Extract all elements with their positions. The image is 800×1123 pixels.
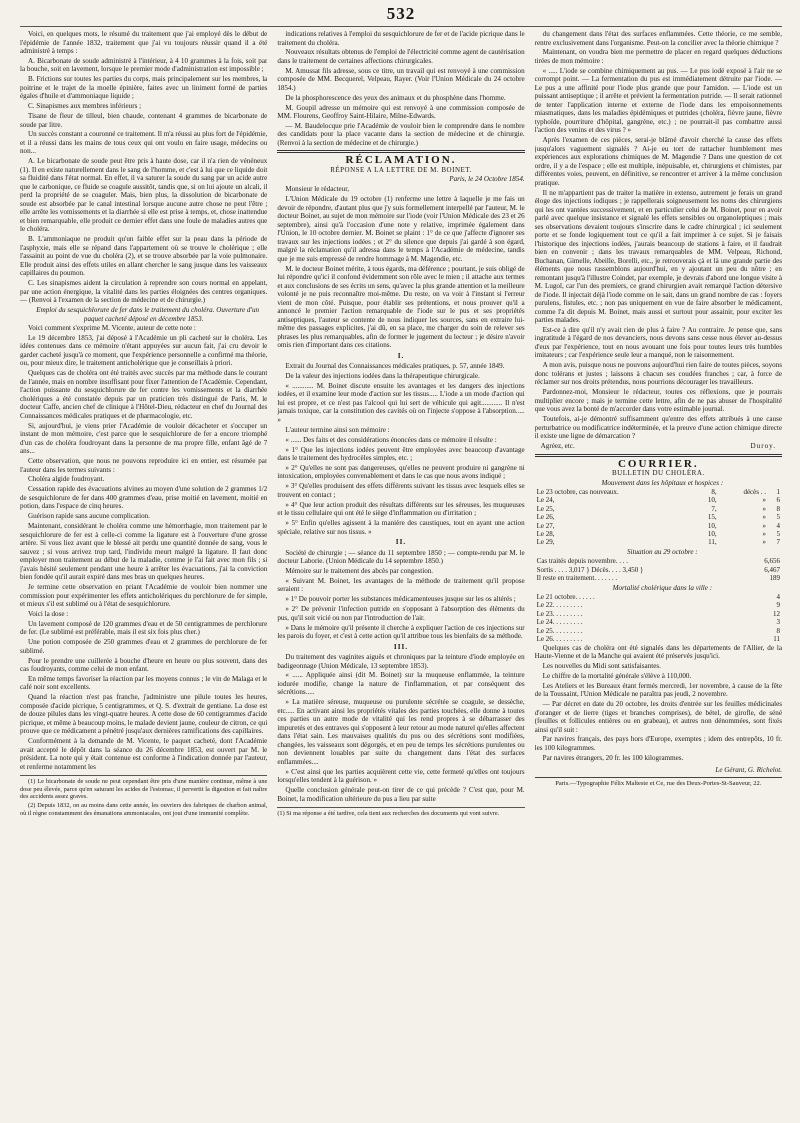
table-cell: » xyxy=(762,504,766,513)
paragraph: Choléra algide foudroyant. xyxy=(28,475,105,484)
column-3 xyxy=(535,30,782,1090)
table-row xyxy=(535,574,782,582)
table-row xyxy=(535,627,782,635)
table-row xyxy=(535,488,782,496)
paragraph: du changement dans l'état des surfaces enflammées. Cette théorie, ce me semble, rentre exclusivement dans l'organisme. Peut-on la concilier avec la théorie chimique ? xyxy=(534,30,782,47)
table-cell: 4 xyxy=(776,593,780,602)
table-cell: Le 25. . . . . . . . . xyxy=(536,626,583,635)
paragraph: « ...... Appliquée ainsi (dit M. Boinet) sur la muqueuse enflammée, la teinture iodurée modifie, change la nature de l'inflammation, et par conséquent des sécrétions..... xyxy=(277,671,525,697)
paragraph: Le chiffre de la mortalité générale s'élève à 110,000. xyxy=(542,671,692,680)
signature-closing: Agréez, etc. xyxy=(540,442,575,451)
paragraph: Les Ateliers et les Bureaux étant fermés mercredi, 1er novembre, à cause de la fête de la Toussaint, l'Union Médicale ne paraîtra pas jeudi, 2 novembre. xyxy=(534,681,782,699)
paragraph: indications relatives à l'emploi du sesquichlorure de fer et de l'acide picrique dans le traitement du choléra. xyxy=(277,30,525,47)
paragraph: Société de chirurgie ; — séance du 11 septembre 1850 ; — compte-rendu par M. le docteur Laborie. (Union Médicale du 14 septembre 1850.) xyxy=(277,548,525,566)
c2c-paragraphs xyxy=(277,362,524,536)
reclamation-salute: Monsieur le rédacteur, xyxy=(285,185,350,194)
c1-paragraphs xyxy=(20,30,267,305)
c2b-paragraphs xyxy=(277,195,524,349)
paragraph: De la phosphorescence des yeux des animaux et du phosphène dans l'homme. xyxy=(285,93,506,102)
paragraph: Extrait du Journal des Connaissances médicales pratiques, p. 57, année 1849. xyxy=(285,362,505,371)
paragraph: Cette observation, que nous ne pouvons reproduire ici en entier, est résumée par l'auteur dans les termes suivants : xyxy=(20,457,268,474)
paragraph: C. Les sinapismes aident la circulation à reprendre son cours normal en appelant, par une action énergique, la vitalité dans les parties éloignées des centres organiques. — (Renvoi à l'examen de la section de médecine et de chirurgie.) xyxy=(20,279,268,305)
paragraph: — M. Baudelocque prie l'Académie de vouloir bien le comprendre dans le nombre des candidats pour la place vacante dans la section de médecine et de chirurgie. (Renvoi à la section de médecine et de chirurgie.) xyxy=(277,121,525,147)
paragraph: Il ne m'appartient pas de traiter la matière in extenso, autrement je ferais un grand éloge des injections iodiques ; je rappellerais soigneusement les noms des chirurgiens qui les ont vantées successivement, et en particulier celui de M. Boinet, pour en avoir parlé avec quelque insistance et signalé les effets sensibles ou organoleptiques ; mais ses observations devaient toujours s'inscrire dans le cadre chirurgical ; ici seulement porte et se fonde logiquement tout ce qu'il a fait imprimer à ce sujet. Si je faisais l'historique des injections iodées, j'aurais beaucoup de stations à faire, et il faudrait bien en convenir ; dans les travaux remarquables de MM. Velpeau, Richond, Buchanan, Gimelle, Abeille, Borelli, etc., je retrouverais çà et là une grande partie des éléments que nous rassemblons aujourd'hui, en y ajoutant un peu du nôtre ; en remontant jusqu'à l'illustre Coindet, par exemple, je devrais d'abord une longue visite à M. Lugol, car l'un des premiers, ce grand chirurgien avait remarqué l'action détersive de l'iode. Il injectait déjà l'iode comme on le sait, dans un grand nombre de cas : foyers purulens, fistules, etc. ; non pas uniquement en vue de faire absorber le médicament, comme l'a dit depuis M. Boinet, mais aussi et surtout pour assainir, pour exciter les parties malades. xyxy=(534,188,782,325)
table-cell: » xyxy=(762,521,766,530)
paragraph: Est-ce à dire qu'il n'y avait rien de plus à faire ? Au contraire. Je pense que, sans ingratitude à l'égard de nos devanciers, nous devons sans cesse nous élever au-dessus d'eux par l'expérience, tout en nous avouant une fois pour toutes leurs très humbles imitateurs ; car l'expérience seule leur a manqué, non le raisonnement. xyxy=(534,325,782,360)
paragraph: (1) Le bicarbonate de soude ne peut cependant être pris d'une manière continue, même à une dose peu élevée, parce qu'en saturant les acides de l'estomac, il pervertit la digestion et fait naître des accidents assez graves. xyxy=(20,778,268,801)
c2a-paragraphs xyxy=(277,30,524,147)
table-cell: 8, xyxy=(711,488,717,497)
paragraph: M. Goupil adresse un mémoire qui est renvoyé à une commission composée de MM. Flourens, Geoffroy Saint-Hilaire, Milne-Edwards. xyxy=(277,103,525,121)
c2d-paragraphs xyxy=(277,549,524,641)
paragraph: Maintenant, on voudra bien me permettre de placer en regard quelques déductions tirées de mon mémoire : xyxy=(534,48,782,65)
table-cell: 15, xyxy=(707,513,717,522)
table-cell: Le 28, xyxy=(536,530,555,539)
section-iii-title: III. xyxy=(393,642,409,651)
gerant-line: Le Gérant, G. Richelot. xyxy=(535,766,782,778)
table-cell: 5 xyxy=(776,530,780,539)
paragraph: Nouveaux résultats obtenus de l'emploi de l'électricité comme agent de cautérisation dans le traitement de certaines affections chirurgicales. xyxy=(277,48,525,65)
paragraph: Après l'examen de ces pièces, serai-je blâmé d'avoir cherché la cause des effets jusqu'alors vaguement signalés ? Ai-je eu tort de rattacher humblement mes expériences aux explorations chimiques de M. Magendie ? Dans une question de cet ordre, il y a de l'espace ; elle est multiple, inépuisable, et, chirurgiens et chimistes, par différentes voies, peuvent, en définitive, se rencontrer et arriver à la même conclusion pratique. xyxy=(534,136,782,187)
paragraph: Voici la dose : xyxy=(28,609,69,618)
c3a-paragraphs xyxy=(535,30,782,441)
paragraph: L'Union Médicale du 19 octobre (1) renferme une lettre à laquelle je me fais un devoir de répondre, d'autant plus que j'y suis formellement interpellé par l'auteur, M. le docteur Boinet, au sujet de mon mémoire sur l'iode (voir l'Union Médicale des 23 et 26 septembre), ainsi qu'à l'occasion d'une note y relative, imprimée également dans l'Union, le 10 octobre dernier. M. Boinet se plaint : 1° de ce que j'affecte d'ignorer ses travaux sur les injections iodées ; et 2° du silence que depuis j'ai gardé à son égard, malgré la réclamation qu'il adressa dans le temps à l'Académie de médecine, tandis que je me suis empressé de rendre hommage à M. Magendie, etc. xyxy=(277,195,525,263)
paragraph: M. le docteur Boinet mérite, à tous égards, ma déférence ; pourtant, je suis obligé de lui répondre qu'ici il confond évidemment son rôle avec le mien ; il attache aux termes et aux conclusions de ses écrits un sens, qu'avec la plus grande attention et la meilleure volonté je ne puis reconnaître moi-même. Du reste, on va voir à l'instant si l'erreur vient de mon côté. Puisque, pour établir ses prétentions, et nous prouver qu'il a annoncé le premier l'action remarquable de l'iode sur le pus et ses propriétés antiseptiques, l'auteur se contente de nous indiquer les sources, sans en extraire lui-même des passages explicites, j'ai dû, en sa place, me charger du soin de relever ses phrases les plus remarquables, afin de former le jugement du lecteur ; je désire n'avoir omis rien d'important dans ces citations. xyxy=(277,264,525,350)
table-row xyxy=(535,618,782,626)
table-cell: » xyxy=(762,538,766,547)
paragraph: » 3° Qu'elles produisent des effets différents suivant les tissus avec lesquels elles se trouvent en contact ; xyxy=(277,482,525,499)
table-row xyxy=(535,538,782,546)
table-cell: Le 23 octobre, cas nouveaux. xyxy=(536,488,619,497)
paragraph: B. L'ammoniaque ne produit qu'un faible effet sur la peau dans la période de l'asphyxie, mais elle se répand dans l'appartement où se trouve le cholérique ; elle l'assainit au point de vue du choléra (2), et se trouve absorbée par la voie pulmonaire. Elle produit ainsi des effets utiles en allant chercher le sang jusque dans les vaisseaux capillaires du poumon. xyxy=(20,235,268,278)
paragraph: Cessation rapide des évacuations alvines au moyen d'une solution de 2 grammes 1/2 de sesquichlorure de fer dans 400 grammes d'eau, prise moitié en lavement, moitié en potion, dans l'espace de cinq heures. xyxy=(20,485,268,511)
paragraph: Un succès constant a couronné ce traitement. Il m'a réussi au plus fort de l'épidémie, et il a réussi dans les mains de tous ceux qui ont voulu en faire usage, médecins ou non... xyxy=(20,130,268,156)
signature-line xyxy=(535,442,782,451)
paragraph: — Par décret en date du 20 octobre, les droits d'entrée sur les feuilles médicinales d'oranger et de lierre (tiges et branches comprises), de bétel, de girofle, de séné (feuilles et follicules entières ou en grabeau), et autres non dénommées, sont fixés ainsi qu'il suit : xyxy=(534,700,782,734)
paragraph: Je termine cette observation en priant l'Académie de vouloir bien nommer une commission pour expérimenter les effets anticholériques du perchlorure de fer simple, et mieux s'il est sublimé ou à l'état de sesquichlorure. xyxy=(20,583,268,609)
table-row xyxy=(535,530,782,538)
paragraph: » Dans le mémoire qu'il présente il cherche à expliquer l'action de ces injections sur les parois du foyer, et c'est à cette action qu'il attribue tous les bienfaits de sa méthode. xyxy=(277,623,525,641)
paragraph: A mon avis, puisque nous ne pouvons aujourd'hui rien faire de toutes pièces, soyons donc tolérans et justes ; laissons à chacun ses coudées franches ; car, à force de réclamer sur nos droits prétendus, nous pourrions décourager les travailleurs. xyxy=(534,361,782,387)
table-cell: 6,467 xyxy=(764,565,780,574)
paragraph: » C'est ainsi que les parties acquièrent cette vie, cette fermeté qu'elles ont toujours lorsqu'elles tendent à la guérison. » xyxy=(277,767,525,785)
paragraph: « ............ M. Boinet discute ensuite les avantages et les dangers des injections iodées, et il examine leur mode d'action sur les tissus..... L'iode a un mode d'action qui lui est propre, et ce n'est pas l'alcool qui lui sert de véhicule qui agit............ Il n'est jamais toxique, car la constitution des cavités où on l'injecte s'oppose à l'absorption..... » xyxy=(277,381,525,424)
c2e-paragraphs xyxy=(277,653,524,803)
paragraph: Par navires français, des pays hors d'Europe, exemptes ; idem des entrepôts, 10 fr. les 100 kilogrammes. xyxy=(534,735,782,752)
mortalite-table xyxy=(535,593,782,643)
table-row xyxy=(535,505,782,513)
signature-name: Duroy. xyxy=(750,442,776,451)
printer-line: Paris.—Typographie Félix Malteste et Ce, rue des Deux-Portes-St-Sauveur, 22. xyxy=(555,779,762,787)
paragraph: » 1° Que les injections iodées peuvent être employées avec beaucoup d'avantage dans le traitement des hydrocèles simples, etc. ; xyxy=(277,445,525,463)
mortalite-label: Mortalité cholérique dans la ville : xyxy=(612,583,713,592)
paragraph: B. Frictions sur toutes les parties du corps, mais principalement sur les membres, la poitrine et le trajet de la moelle épinière, faites avec un liniment formé de parties égales d'huile et d'ammoniaque liquide ; xyxy=(20,75,268,101)
paragraph: Quand la réaction n'est pas franche, j'administre une pilule toutes les heures, composée d'acide picrique, 5 centigrammes, et Q. S. d'extrait de gentiane. La dose est de douze pilules dans les vingt-quatre heures. A cette dose de 60 centigrammes d'acide picrique, et même à beaucoup moins, le malade devient jaune, couleur de citron, ce qui prouve que ce médicament a pénétré jusqu'aux dernières ramifications des capillaires. xyxy=(20,693,268,736)
table-cell: Le 29, xyxy=(536,538,555,547)
reclamation-title: RÉCLAMATION. xyxy=(345,154,457,167)
table-cell: 7, xyxy=(711,504,717,513)
page-number: 532 xyxy=(386,4,416,23)
table-cell: Il reste en traitement. . . . . . . xyxy=(536,574,618,583)
paragraph: Si, aujourd'hui, je viens prier l'Académie de vouloir décacheter et s'occuper un instant de mon mémoire, c'est parce que le sesquichlorure de fer a encore triomphé d'un cas de choléra foudroyant dans la personne de ma propre fille, enfant âgé de 7 ans... xyxy=(20,421,268,456)
paragraph: « ..... L'iode se combine chimiquement au pus. — Le pus iodé exposé à l'air ne se corrompt point. — La fermentation du pus est immédiatement détruite par l'iode. — Le pus a une affinité pour l'iode plus grande que pour l'amidon. — L'iode est un puissant antiseptique ; il arrête et prévient la fermentation putride. — Il serait rationnel de tenter l'application interne et externe de l'iode dans les empoisonnements miasmatiques, dans les maladies épidémiques et putrides (choléra, fièvre jaune, fièvre typhoïde, pourriture d'hôpital, gangrène, etc.) ; ne pourrait-il pas combattre aussi l'action des venins et des virus ? » xyxy=(534,66,782,135)
paragraph: » 4° Que leur action produit des résultats différents sur les séreuses, les muqueuses et le tissu cellulaire qui ont été le siège d'inflammation ou d'irritation ; xyxy=(277,500,525,518)
paragraph: A. Le bicarbonate de soude peut être pris à haute dose, car il n'a rien de vénéneux (1). Il en existe naturellement dans le sang de l'homme, et c'est à lui que ce liquide doit sa fluidité dans l'état normal. En effet, il va saturer la soude du sang par un acide autre que le carbonique, ce fluide se coagule aussitôt, tandis que, si on lui ajoute un alcali, il perd la propriété de se coaguler. Mais, bien plus, la dissolution de bicarbonate de soude est absorbée par le canal intestinal lorsque aucune autre chose ne peut l'être ; elle arrête les vomissements et la diarrhée si elle est prise à temps, et, chose inattendue et bien remarquable, elle produit ce dernier effet dans une foule de maladies autres que le choléra. xyxy=(20,157,268,234)
table-cell: Le 23. . . . . . . . . xyxy=(536,609,583,618)
table-row xyxy=(535,513,782,521)
table-cell: 8 xyxy=(776,504,780,513)
table-cell: 11 xyxy=(773,635,780,644)
table-cell: Le 24, xyxy=(536,496,555,505)
table-cell: 3 xyxy=(776,618,780,627)
c1b-paragraphs xyxy=(20,324,267,771)
table-cell: 12 xyxy=(772,609,780,618)
bulletin-title: BULLETIN DU CHOLÉRA. xyxy=(612,469,705,478)
table-row xyxy=(535,610,782,618)
column-2 xyxy=(277,30,524,1090)
paragraph: Quelle conclusion générale peut-on tirer de ce qui précède ? C'est que, pour M. Boinet, la modification ultérieure du pus a lieu par suite xyxy=(277,786,525,803)
courrier-title: COURRIER. xyxy=(617,457,699,470)
mouvement-label: Mouvement dans les hôpitaux et hospices : xyxy=(601,478,724,487)
table-cell: Le 26. . . . . . . . . xyxy=(536,635,583,644)
table-cell: Sortis . . . . 3,017 } Décès. . . . 3,450 } xyxy=(536,565,644,574)
paragraph: Le 19 décembre 1853, j'ai déposé à l'Académie un pli cacheté sur le choléra. Les idées contenues dans ce mémoire n'étant appuyées sur aucun fait, j'ai cru devoir le garder cacheté jusqu'à ce moment, que l'expérience personnelle a confirmé ma théorie, ou, pour mieux dire, le traitement anticholérique que je conseillais à priori. xyxy=(20,333,268,368)
paragraph: » 5° Enfin qu'elles agissent à la manière des caustiques, tout en ayant une action spéciale, relative sur nos tissus. » xyxy=(277,519,525,536)
paragraph: Du traitement des vaginites aiguës et chroniques par la teinture d'iode employée en badigeonnage (Union Médicale, 13 septembre 1853). xyxy=(277,653,525,670)
paragraph: Voici, en quelques mots, le résumé du traitement que j'ai employé dès le début de l'épidémie de l'année 1832, traitement que j'ai vu toujours réussir quand il a été administré à temps : xyxy=(20,30,268,55)
table-row xyxy=(535,496,782,504)
table-row xyxy=(535,522,782,530)
table-row xyxy=(535,557,782,565)
column-1 xyxy=(20,30,267,1090)
columns xyxy=(20,26,782,1090)
hospital-table xyxy=(535,488,782,547)
table-cell: 8 xyxy=(776,626,780,635)
paragraph: Conformément à la demande de M. Vicente, le paquet cacheté, dont l'Académie avait accepté le dépôt dans la séance du 26 décembre 1853, est ouvert par M. le président. La note qui y était contenue est conforme à l'indication donnée par l'auteur, et renferme notamment les xyxy=(20,737,268,771)
situation-table xyxy=(535,557,782,582)
table-cell: 4 xyxy=(776,521,780,530)
paragraph: Pardonnez-moi, Monsieur le rédacteur, toutes ces réflexions, que je pourrais multiplier encore ; mais je termine cette lettre, afin de ne pas abuser de l'hospitalité que vous avez la bonté de m'accorder dans votre estimable journal. xyxy=(534,388,782,414)
paragraph: Pour le prendre une cuillerée à bouche d'heure en heure ou plus souvent, dans des cas foudroyants, comme celui de mon enfant. xyxy=(20,656,268,674)
paragraph: Maintenant, considérant le choléra comme une hémorrhagie, mon traitement par le sesquichlorure de fer est à celle-ci comme la ligature est à l'ouverture d'une grosse artère. Si vous liez avant que le blessé ait perdu une quantité donnée de sang, vous le sauvez ; si vous arrivez trop tard, l'individu meurt malgré la ligature. Il faut donc employer mon traitement au début de la maladie, comme je l'ai fait avec mon fils ; si j'avais hésité seulement pendant une heure à arrêter les évacuations, j'ai la conviction bien fondée qu'il aurait expiré dans mes bras un quelques heures. xyxy=(20,522,268,582)
table-cell: Cas traités depuis novembre. . . . xyxy=(536,557,629,566)
table-cell: » xyxy=(762,530,766,539)
paragraph: C. Sinapismes aux membres inférieurs ; xyxy=(28,102,142,111)
paragraph: » 2° De prévenir l'infection putride en s'opposant à l'absorption des éléments du pus, qu'il soit vicié ou non par l'introduction de l'air. xyxy=(277,605,525,622)
paragraph: L'auteur termine ainsi son mémoire : xyxy=(285,425,390,434)
table-cell: 7 xyxy=(776,538,780,547)
paragraph: Guérison rapide sans aucune complication. xyxy=(28,512,150,521)
paragraph: (2) Depuis 1832, on au moins dans cette année, les ouvriers des fabriques de charbon animal, où il règne constamment des émanations ammoniacales, ont joui d'une immunité complète. xyxy=(20,802,268,818)
paragraph: Une potion composée de 250 grammes d'eau et 2 grammes de perchlorure de fer sublimé. xyxy=(20,638,268,655)
paragraph: En même temps favoriser la réaction par les moyens connus ; le vin de Malaga et le café noir sont excellents. xyxy=(20,674,268,692)
paragraph: Quelques cas de choléra ont été signalés dans les départements de l'Allier, de la Haute-Vienne et de la Manche qui avaient été préservés jusqu'ici. xyxy=(534,643,782,661)
table-cell: » xyxy=(762,496,766,505)
situation-label: Situation au 29 octobre : xyxy=(626,547,698,556)
table-cell: 6,656 xyxy=(764,557,780,566)
table-cell: 6 xyxy=(776,496,780,505)
paragraph: Mémoire sur le traitement des abcès par congestion. xyxy=(285,567,434,576)
table-cell: 11, xyxy=(708,538,717,547)
table-cell: 1 xyxy=(776,488,780,497)
paragraph: Voici comment s'exprime M. Vicente, auteur de cette note : xyxy=(28,324,196,333)
table-cell: 10, xyxy=(707,530,717,539)
paragraph: M. Amussat fils adresse, sous ce titre, un travail qui est renvoyé à une commission composée de MM. Becquerel, Velpeau, Rayer. (Voir l'Union Médicale du 24 octobre 1854.) xyxy=(277,66,525,92)
table-cell: 10, xyxy=(707,496,717,505)
paragraph: Tisane de fleur de tilleul, bien chaude, contenant 4 grammes de bicarbonate de soude par litre. xyxy=(20,112,268,129)
table-cell: Le 21 octobre. . . . . . xyxy=(536,593,595,602)
table-row xyxy=(535,566,782,574)
table-cell: 5 xyxy=(776,513,780,522)
table-row xyxy=(535,601,782,609)
c1-footnotes xyxy=(20,775,267,817)
table-cell: Le 26, xyxy=(536,513,555,522)
table-cell: 9 xyxy=(776,601,780,610)
sesquichlorure-title: Emploi du sesquichlorure de fer dans le traitement du choléra. Ouverture d'un paquet cacheté déposé en décembre 1853. xyxy=(36,306,260,323)
paragraph: « ...... Des faits et des considérations énoncées dans ce mémoire il résulte : xyxy=(285,435,497,444)
paragraph: Par navires étrangers, 20 fr. les 100 kilogrammes. xyxy=(542,753,684,762)
paragraph: Toutefois, ai-je démontré suffisamment qu'entre des effets attribués à une cause perturbatrice ou modificatrice indéterminée, et la preuve d'une action chimique directe il existe une ligne de démarcation ? xyxy=(534,415,782,441)
table-cell: 189 xyxy=(769,574,780,583)
paragraph: Les nouvelles du Midi sont satisfaisantes. xyxy=(542,661,661,670)
table-cell: 10, xyxy=(707,521,717,530)
section-divider xyxy=(277,150,524,153)
paragraph: « Suivant M. Boinet, les avantages de la méthode de traitement qu'il propose seraient : xyxy=(277,576,525,594)
reclamation-date: Paris, le 24 Octobre 1854. xyxy=(449,175,525,184)
paragraph: De la valeur des injections iodées dans la thérapeutique chirurgicale. xyxy=(285,372,480,381)
table-cell: décès . . xyxy=(743,488,766,497)
c2-footnote-text: (1) Si ma réponse a été tardive, cela tient aux recherches des documents qui vont suivre. xyxy=(277,810,500,818)
paragraph: » 2° Qu'elles ne sont pas dangereuses, qu'elles ne peuvent produire ni gangrène ni intoxication, employées convenablement et dans le cas que nous avons indiqué ; xyxy=(277,463,525,481)
table-cell: » xyxy=(762,513,766,522)
table-row xyxy=(535,635,782,643)
paragraph: » La matière séreuse, muqueuse ou purulente sécrétée se coagule, se dessèche, etc..... En activant ainsi les propriétés vitales des parties touchées, elle donne à toutes ces parties un autre mode de vitalité qui les rend propres à se débarrasser des impuretés et des entraves qui s'opposent à leur retour au mode naturel qu'elles affectent dans l'état sain. Les mauvaises qualités du pus ou des sécrétions sont modifiées, changées, les vaisseaux sont dégorgés, et en peu de temps les sécrétions purulentes ou non deviennent louables par suite du changement dans l'état des surfaces enflammées.... xyxy=(277,698,525,766)
reclamation-subtitle: RÉPONSE A LA LETTRE DE M. BOINET. xyxy=(330,165,472,174)
table-cell: Le 22. . . . . . . . . xyxy=(536,601,583,610)
table-cell: Le 24. . . . . . . . . xyxy=(536,618,583,627)
section-ii-title: II. xyxy=(395,538,407,547)
paragraph: Quelques cas de choléra ont été traités avec succès par ma méthode dans le courant de l'année, mais en nombre insuffisant pour fixer l'attention de l'Académie. Cependant, l'action puissante du sesquichlorure de fer contre les vomissements et la diarrhée cholériques a été constatée depuis par un praticien très distingué de Paris, M. le docteur Caffe, ancien chef de clinique à l'Hôtel-Dieu, rédacteur en chef du Journal des Connaissances médicales pratiques et de pharmacologie, etc. xyxy=(20,369,268,420)
table-cell: Le 27, xyxy=(536,521,555,530)
table-row xyxy=(535,593,782,601)
courrier-divider xyxy=(535,454,782,457)
courrier-paragraphs xyxy=(535,644,782,763)
section-i-title: I. xyxy=(397,351,405,360)
table-cell: Le 25, xyxy=(536,504,555,513)
c2-footnote xyxy=(277,807,524,818)
paragraph: A. Bicarbonate de soude administré à l'intérieur, à 4 10 grammes à la fois, soit par la bouche, soit en lavement, lorsque le premier mode d'administration est impossible ; xyxy=(20,56,268,74)
paragraph: » 1° De pouvoir porter les substances médicamenteuses jusque sur les os altérés ; xyxy=(285,595,516,604)
paragraph: Un lavement composé de 120 grammes d'eau et de 50 centigrammes de perchlorure de fer. (Le sublimé est préférable, mais il est six fois plus cher.) xyxy=(20,619,268,637)
